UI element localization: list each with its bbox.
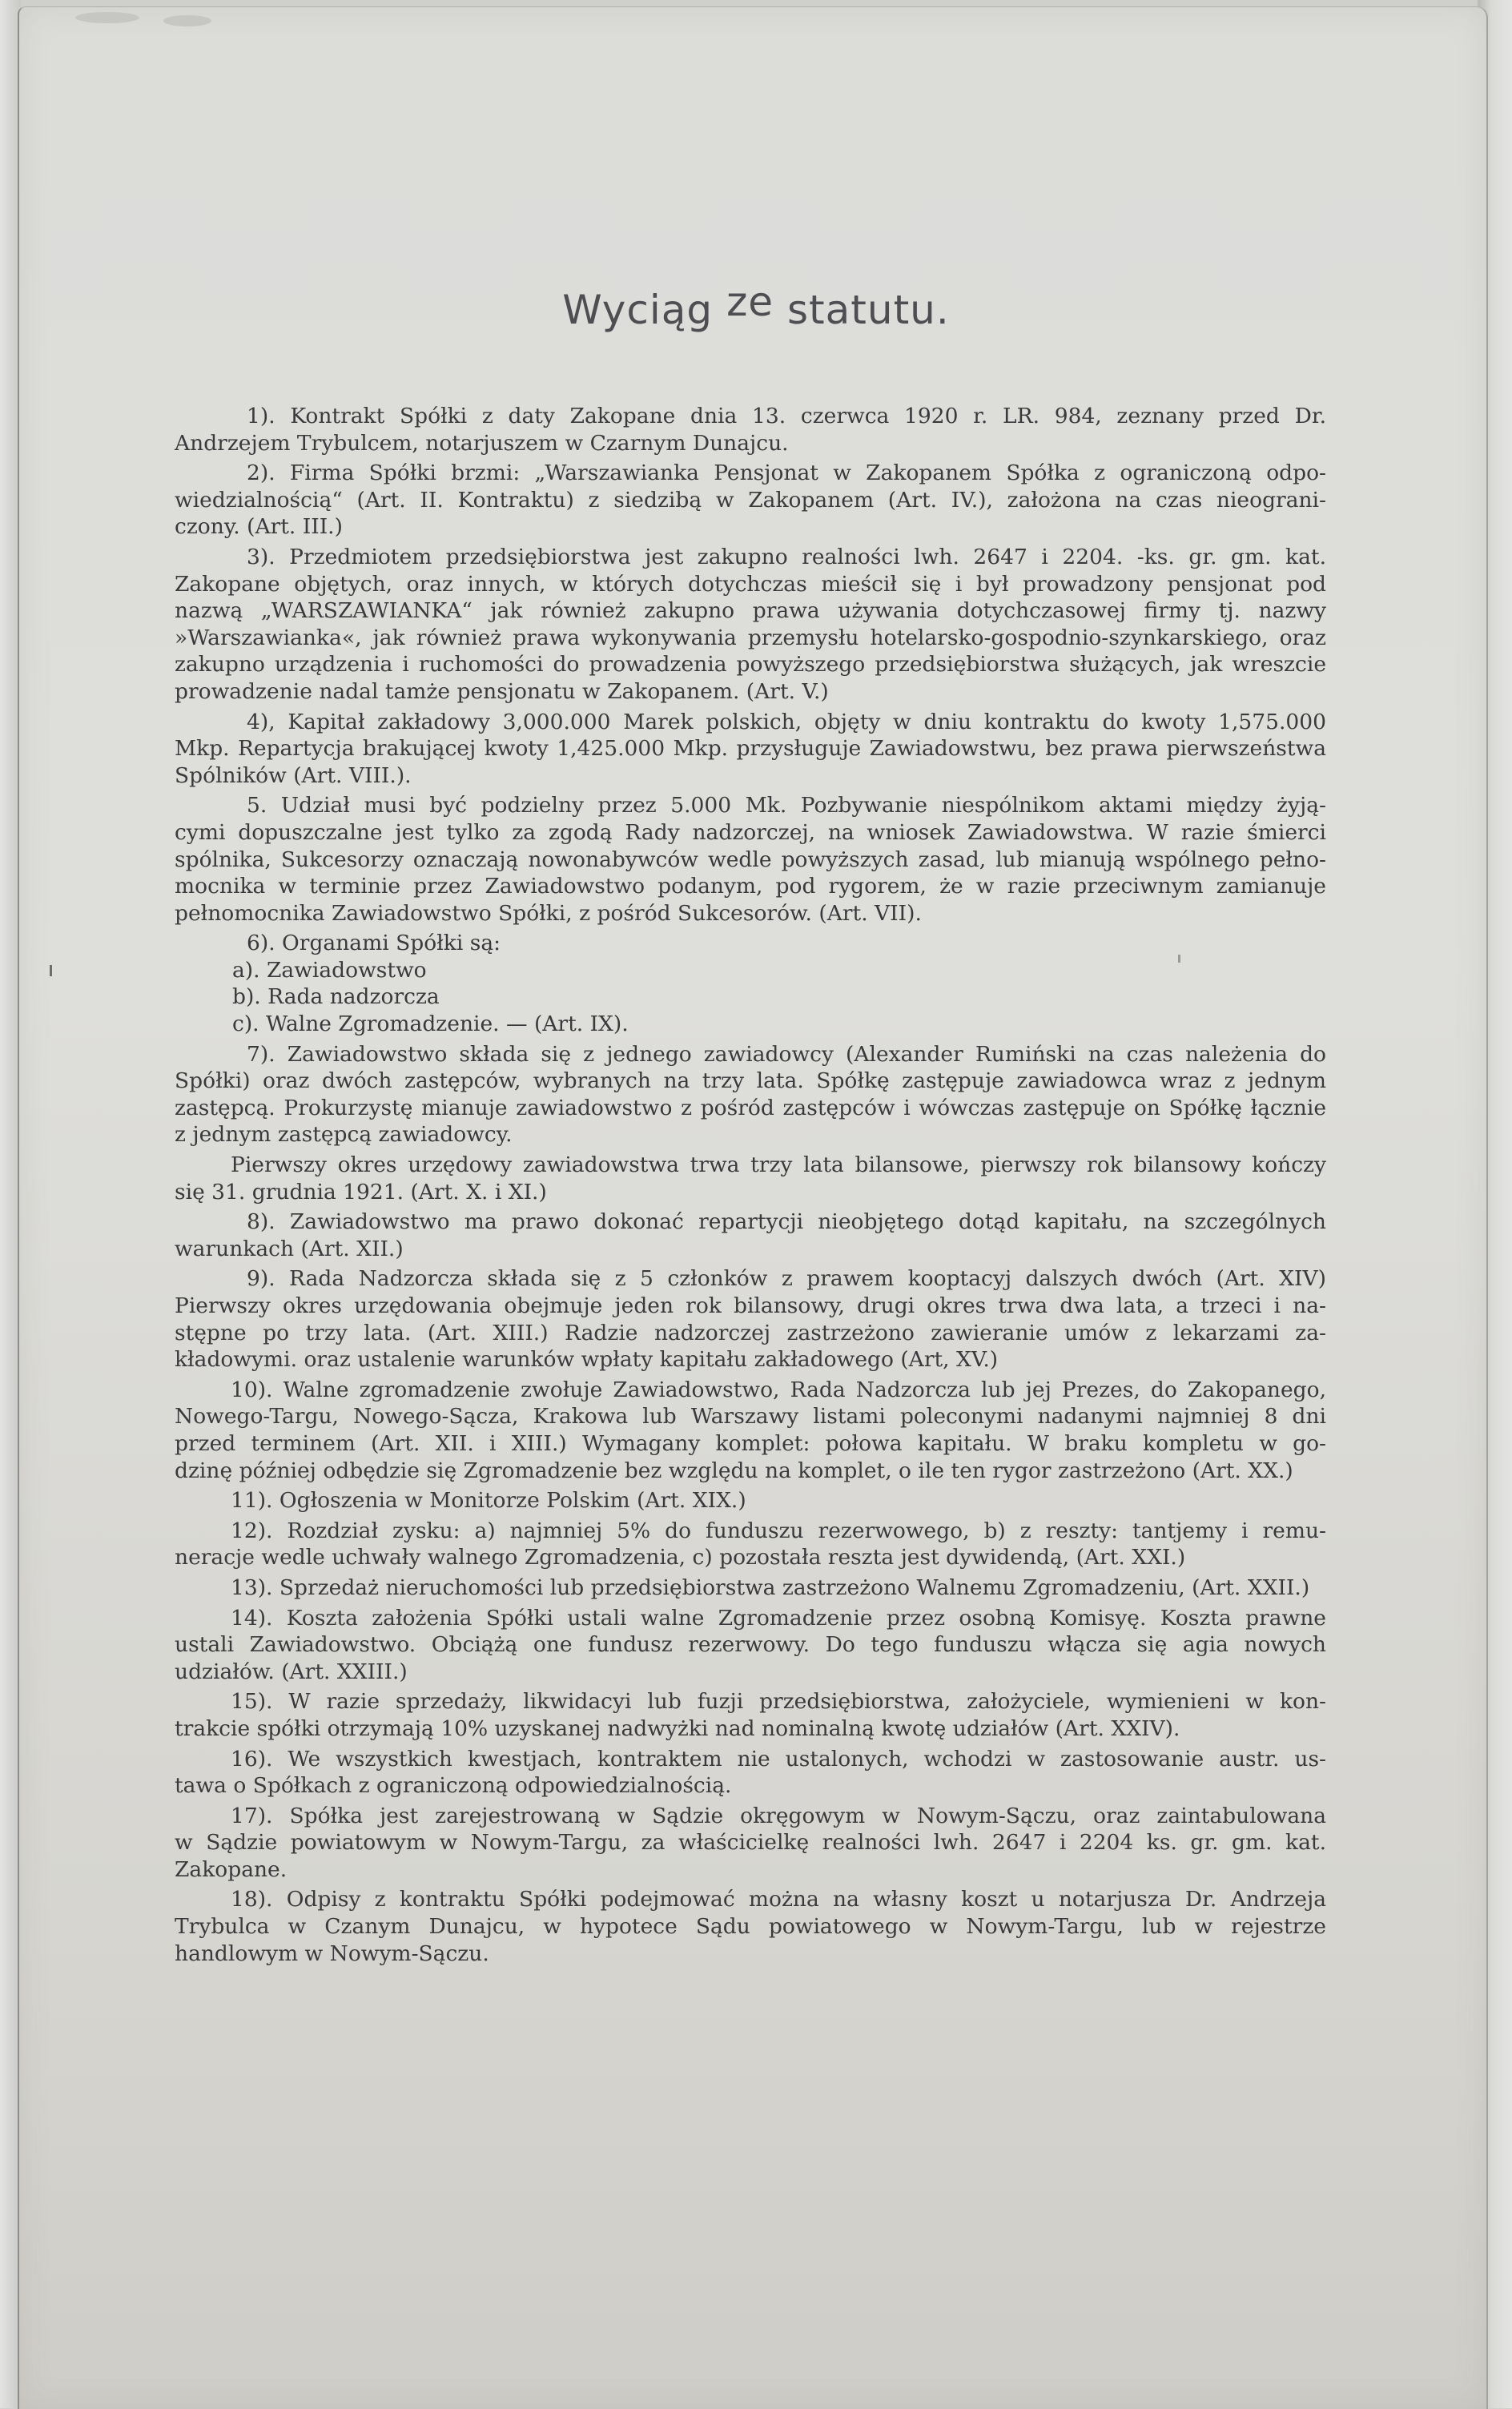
paragraph-4-line: Mkp. Repartycja brakującej kwoty 1,425.000 Mkp. przysługuje Zawiadowstwu, bez prawa pierwszeństwa <box>175 736 1326 762</box>
paragraph-4-line: Spólników (Art. VIII.). <box>175 762 412 788</box>
paragraph-5-line: spólnika, Sukcesorzy oznaczają nowonabywców wedle powyższych zasad, lub mianują wspólnego pełno- <box>175 847 1326 872</box>
paragraph-13-line: 13). Sprzedaż nieruchomości lub przedsiębiorstwa zastrzeżono Walnemu Zgromadzeniu, (Art. XXII.) <box>231 1574 1310 1600</box>
title-word-2: ze <box>726 279 774 325</box>
document-body <box>175 403 1326 1967</box>
paragraph-3-line: Zakopane objętych, oraz innych, w których dotychczas mieścił się i był prowadzony pensjonat pod <box>175 571 1326 597</box>
paragraph-7-line: zastępcą. Prokurzystę mianuje zawiadowstwo z pośród zastępców i wówczas zastępuje on Spółkę łącznie <box>175 1095 1326 1120</box>
paragraph-6-line: b). Rada nadzorcza <box>232 984 440 1010</box>
paper-speck <box>50 965 52 976</box>
paragraph-5-line: 5. Udział musi być podzielny przez 5.000 Mk. Pozbywanie niespólnikom aktami między żyją- <box>247 793 1326 818</box>
paragraph-17-line: 17). Spółka jest zarejestrowaną w Sądzie okręgowym w Nowym-Sączu, oraz zaintabulowana <box>231 1803 1326 1828</box>
paragraph-4-line: 4), Kapitał zakładowy 3,000.000 Marek polskich, objęty w dniu kontraktu do kwoty 1,575.000 <box>247 709 1326 734</box>
paragraph-3-line: zakupno urządzenia i ruchomości do prowadzenia powyższego przedsiębiorstwa służących, jak wreszcie <box>175 652 1326 678</box>
paragraph-10-line: Nowego-Targu, Nowego-Sącza, Krakowa lub Warszawy listami poleconymi nadanymi najmniej 8 dni <box>175 1404 1326 1430</box>
paragraph-16-line: 16). We wszystkich kwestjach, kontraktem nie ustalonych, wchodzi w zastosowanie austr. us- <box>231 1746 1326 1772</box>
paragraph-3-line: nazwą „WARSZAWIANKA“ jak również zakupno prawa używania dotychczasowej firmy tj. nazwy <box>175 598 1326 624</box>
paragraph-1-line: Andrzejem Trybulcem, notarjuszem w Czarnym Dunajcu. <box>175 430 789 456</box>
paragraph-2-line: wiedzialnością“ (Art. II. Kontraktu) z siedzibą w Zakopanem (Art. IV.), założona na czas nieograni- <box>175 487 1326 513</box>
paragraph-10-line: 10). Walne zgromadzenie zwołuje Zawiadowstwo, Rada Nadzorcza lub jej Prezes, do Zakopanego, <box>231 1377 1326 1402</box>
paragraph-2-line: czony. (Art. III.) <box>175 514 343 540</box>
paragraph-18-line: 18). Odpisy z kontraktu Spółki podejmować można na własny koszt u notarjusza Dr. Andrzeja <box>231 1887 1326 1912</box>
paragraph-9-line: 9). Rada Nadzorcza składa się z 5 członków z prawem kooptacyj dalszych dwóch (Art. XIV) <box>247 1266 1326 1292</box>
paragraph-9-line: stępne po trzy lata. (Art. XIII.) Radzie nadzorczej zastrzeżono zawieranie umów z lekarzami za- <box>175 1320 1326 1345</box>
paragraph-10-line: przed terminem (Art. XII. i XIII.) Wymagany komplet: połowa kapitału. W braku kompletu w go- <box>175 1430 1326 1456</box>
title-word-1: Wyciąg <box>562 287 714 333</box>
paragraph-14-line: ustali Zawiadowstwo. Obciążą one fundusz rezerwowy. Do tego funduszu włącza się agia nowych <box>175 1632 1326 1658</box>
paragraph-7-line: Spółki) oraz dwóch zastępców, wybranych na trzy lata. Spółkę zastępuje zawiadowca wraz z jednym <box>175 1068 1326 1094</box>
paper-tear <box>75 12 139 23</box>
paragraph-5-line: cymi dopuszczalne jest tylko za zgodą Rady nadzorczej, na wniosek Zawiadowstwa. W razie śmierci <box>175 819 1326 845</box>
paragraph-12-line: neracje wedle uchwały walnego Zgromadzenia, c) pozostała reszta jest dywidendą, (Art. XXI.) <box>175 1545 1186 1570</box>
paragraph-10-line: dzinę później odbędzie się Zgromadzenie bez względu na komplet, o ile ten rygor zastrzeżono (Art. XX.) <box>175 1458 1293 1483</box>
document-title <box>0 279 1512 333</box>
paragraph-6-line: 6). Organami Spółki są: <box>247 931 501 956</box>
paragraph-3-line: prowadzenie nadal tamże pensjonatu w Zakopanem. (Art. V.) <box>175 678 829 704</box>
paragraph-14-line: udziałów. (Art. XXIII.) <box>175 1659 408 1684</box>
paragraph-18-line: Trybulca w Czanym Dunajcu, w hypotece Sądu powiatowego w Nowym-Targu, lub w rejestrze <box>175 1914 1326 1940</box>
paragraph-8-line: 8). Zawiadowstwo ma prawo dokonać repartycji nieobjętego dotąd kapitału, na szczególnych <box>247 1209 1326 1235</box>
paragraph-7-line: z jednym zastępcą zawiadowcy. <box>175 1122 513 1148</box>
paragraph-3-line: 3). Przedmiotem przedsiębiorstwa jest zakupno realności lwh. 2647 i 2204. -ks. gr. gm. kat. <box>247 544 1326 569</box>
paragraph-17-line: w Sądzie powiatowym w Nowym-Targu, za właścicielkę realności lwh. 2647 i 2204 ks. gr. gm. kat. <box>175 1830 1326 1856</box>
paragraph-17-line: Zakopane. <box>175 1856 288 1882</box>
paragraph-15-line: 15). W razie sprzedaży, likwidacyi lub fuzji przedsiębiorstwa, założyciele, wymienieni w kon- <box>231 1689 1326 1715</box>
paragraph-7-line: 7). Zawiadowstwo składa się z jednego zawiadowcy (Alexander Rumiński na czas należenia do <box>247 1041 1326 1067</box>
paragraph-6-line: c). Walne Zgromadzenie. — (Art. IX). <box>232 1011 629 1037</box>
paragraph-7-line: Pierwszy okres urzędowy zawiadowstwa trwa trzy lata bilansowe, pierwszy rok bilansowy kończy <box>231 1152 1326 1178</box>
paragraph-5-line: mocnika w terminie przez Zawiadowstwo podanym, pod rygorem, że w razie przeciwnym zamianuje <box>175 874 1326 899</box>
paragraph-11-line: 11). Ogłoszenia w Monitorze Polskim (Art. XIX.) <box>231 1488 746 1514</box>
paragraph-7-line: się 31. grudnia 1921. (Art. X. i XI.) <box>175 1179 547 1204</box>
paragraph-1-line: 1). Kontrakt Spółki z daty Zakopane dnia 13. czerwca 1920 r. LR. 984, zeznany przed Dr. <box>247 404 1326 428</box>
paragraph-9-line: kładowymi. oraz ustalenie warunków wpłaty kapitału zakładowego (Art, XV.) <box>175 1347 999 1373</box>
paragraph-8-line: warunkach (Art. XII.) <box>175 1236 404 1261</box>
paragraph-9-line: Pierwszy okres urzędowania obejmuje jeden rok bilansowy, drugi okres trwa dwa lata, a trzeci i na- <box>175 1293 1326 1318</box>
paragraph-5-line: pełnomocnika Zawiadowstwo Spółki, z pośród Sukcesorów. (Art. VII). <box>175 900 922 926</box>
title-word-3: statutu. <box>786 287 950 333</box>
paragraph-16-line: tawa o Spółkach z ograniczoną odpowiedzialnością. <box>175 1773 732 1799</box>
paper-tear <box>163 15 211 26</box>
paragraph-18-line: handlowym w Nowym-Sączu. <box>175 1940 489 1966</box>
paper-speck <box>1178 955 1180 963</box>
paragraph-14-line: 14). Koszta założenia Spółki ustali walne Zgromadzenie przez osobną Komisyę. Koszta prawne <box>231 1605 1326 1631</box>
paragraph-12-line: 12). Rozdział zysku: a) najmniej 5% do funduszu rezerwowego, b) z reszty: tantjemy i remu- <box>231 1518 1326 1543</box>
paragraph-6-line: a). Zawiadowstwo <box>232 957 427 983</box>
paragraph-15-line: trakcie spółki otrzymają 10% uzyskanej nadwyżki nad nominalną kwotę udziałów (Art. XXIV). <box>175 1715 1180 1741</box>
paragraph-2-line: 2). Firma Spółki brzmi: „Warszawianka Pensjonat w Zakopanem Spółka z ograniczoną odpo- <box>247 460 1326 486</box>
paragraph-3-line: »Warszawianka«, jak również prawa wykonywania przemysłu hotelarsko-gospodnio-szynkarskiego, oraz <box>175 625 1326 650</box>
